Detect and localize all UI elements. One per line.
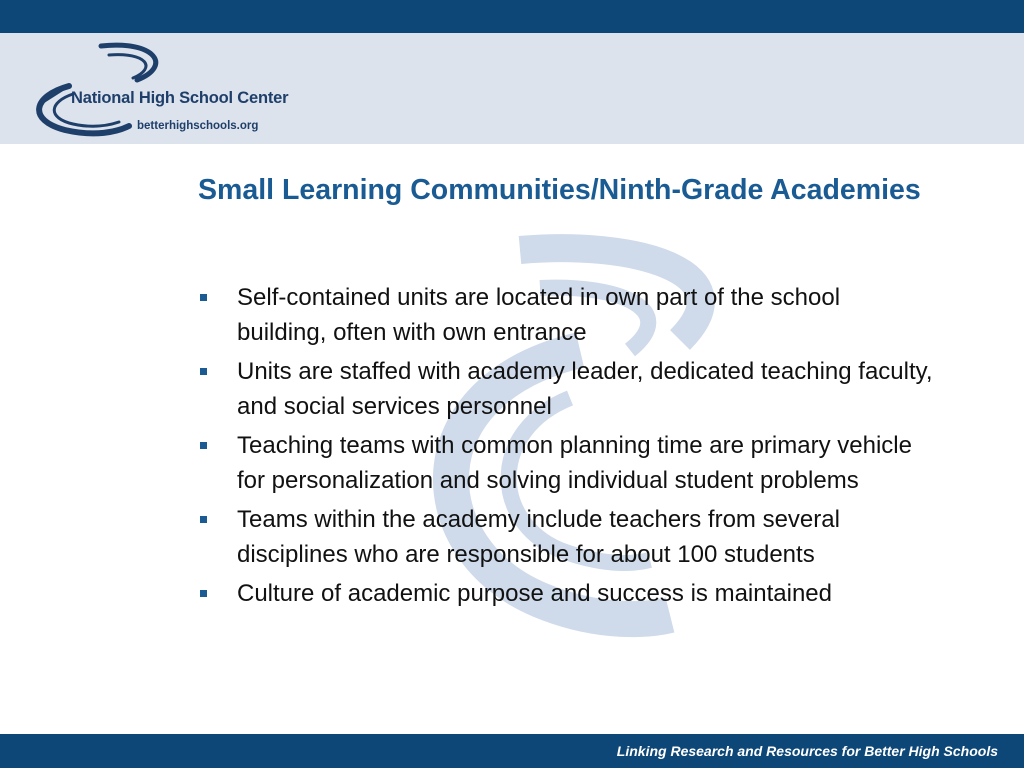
square-bullet-icon [200, 442, 207, 449]
bullet-text: Teaching teams with common planning time are primary vehicle for personalization and solving individual student problems [237, 432, 912, 494]
top-bar [0, 0, 1024, 33]
org-url: betterhighschools.org [137, 120, 259, 132]
bullet-item [196, 355, 936, 424]
bullet-text: Culture of academic purpose and success is maintained [237, 580, 832, 607]
bullet-text: Units are staffed with academy leader, dedicated teaching faculty, and social services personnel [237, 358, 933, 420]
slide-title: Small Learning Communities/Ninth-Grade Academies [198, 174, 921, 206]
square-bullet-icon [200, 590, 207, 597]
bullet-item [196, 281, 936, 350]
footer-bar [0, 734, 1024, 768]
logo[interactable] [25, 38, 325, 142]
square-bullet-icon [200, 368, 207, 375]
bullet-item [196, 429, 936, 498]
bullet-text: Self-contained units are located in own part of the school building, often with own entrance [237, 284, 841, 346]
org-name: National High School Center [71, 89, 289, 107]
square-bullet-icon [200, 294, 207, 301]
bullet-item [196, 503, 936, 572]
bullet-item [196, 577, 936, 612]
bullet-text: Teams within the academy include teachers from several disciplines who are responsible for about 100 students [237, 506, 840, 568]
square-bullet-icon [200, 516, 207, 523]
bullet-list [196, 281, 936, 617]
footer-tagline: Linking Research and Resources for Better High Schools [616, 743, 998, 759]
